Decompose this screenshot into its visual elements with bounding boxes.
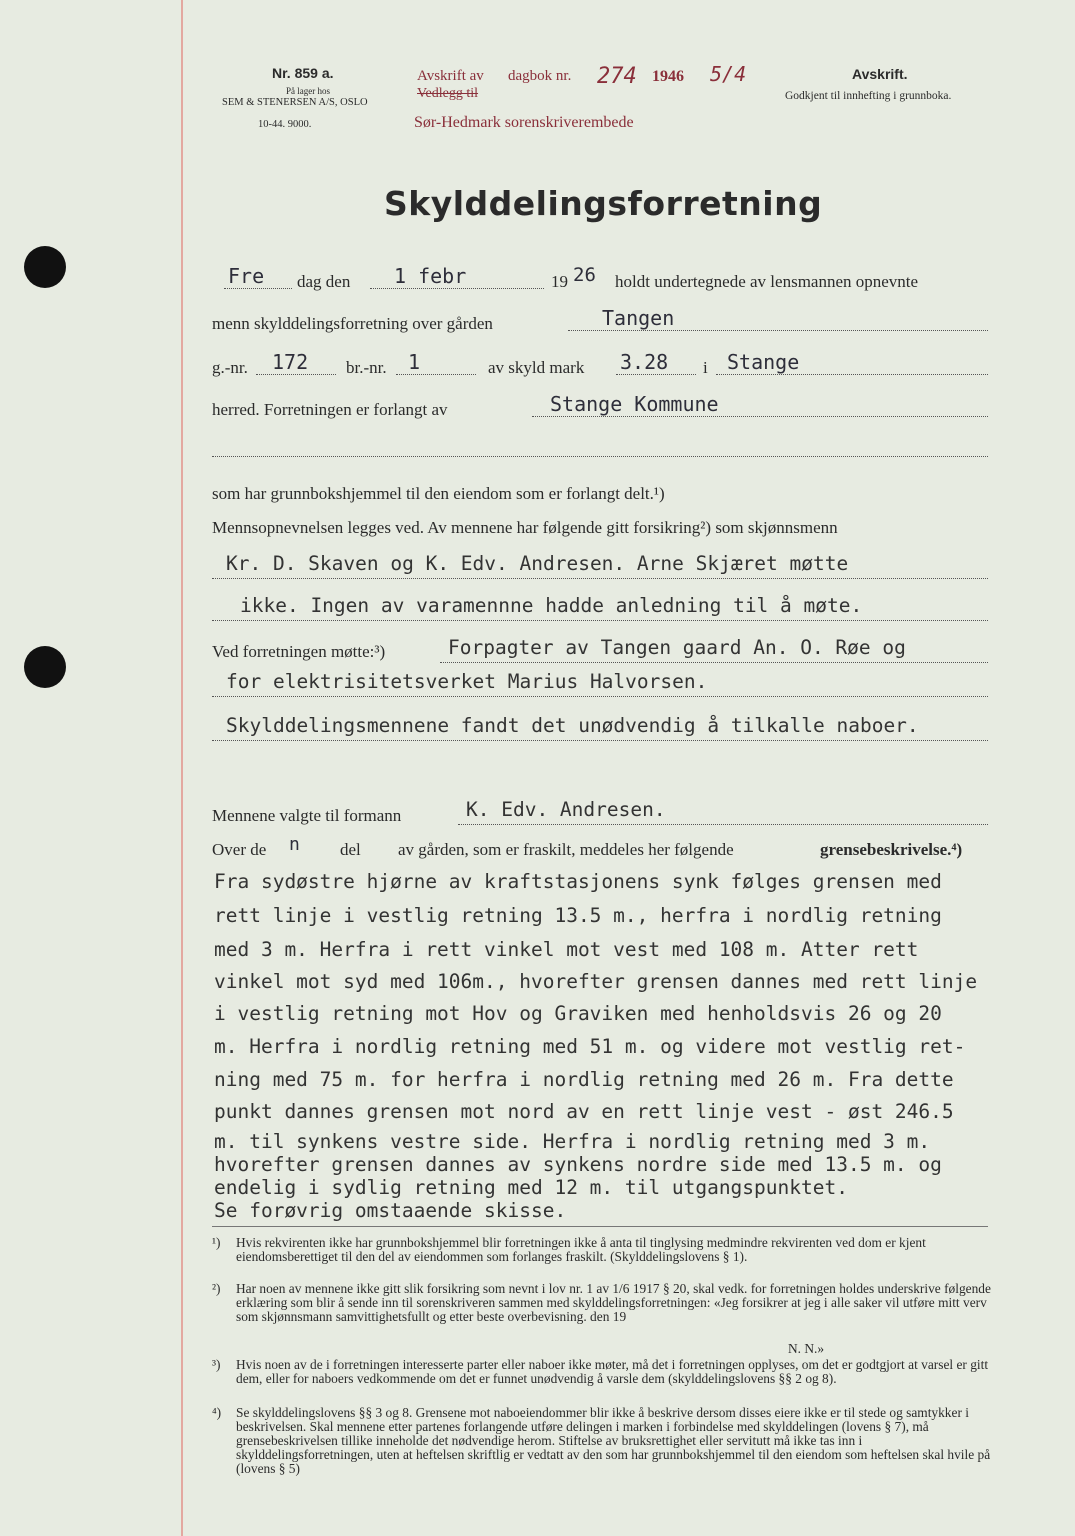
footnote-mark: ⁴)	[212, 1405, 222, 1420]
footnote-mark: ¹)	[212, 1235, 221, 1250]
footnote-text: Hvis noen av de i forretningen interesserte parter eller naboer ikke møter, må det i forretningen opplyses, om det er godtgjort at varsel er gitt dem, eller for naboers vedkommende om det er funnet unødvendig å varsle dem (skylddelingslovens §§ 2 og 8).	[236, 1357, 989, 1386]
boundary-line: Fra sydøstre hjørne av kraftstasjonens synk følges grensen med	[214, 870, 942, 893]
stamp-avskrift: Avskrift av	[417, 68, 484, 84]
punch-hole-top	[24, 246, 66, 288]
copy-label: Avskrift.	[852, 66, 908, 82]
footnote-text: Har noen av mennene ikke gitt slik forsikring som nevnt i lov nr. 1 av 1/6 1917 § 20, skal vedk. for forretningen holdes underskrive følgende erklæring som blir å sende inn til sorenskriveren sammen med skylddelingsforretningen: «Jeg forsikrer at jeg i alle saker vil utføre mitt verv som skjønnsmann samvittighetsfullt og etter beste overbevisning. den 19	[236, 1281, 991, 1324]
present-line-1: Forpagter av Tangen gaard An. O. Røe og	[448, 636, 906, 659]
document-title: Skylddelingsforretning	[384, 184, 823, 223]
i-label: i	[703, 358, 708, 377]
date-value: 1 febr	[394, 264, 467, 288]
boundary-line: ning med 75 m. for herfra i nordlig retning med 26 m. Fra dette	[214, 1068, 954, 1091]
journal-date: 5/4	[710, 62, 747, 86]
chair-value: K. Edv. Andresen.	[466, 798, 666, 821]
footnote-3	[212, 1358, 992, 1386]
footnote-text: Hvis rekvirenten ikke har grunnbokshjemmel blir forretningen ikke å anta til tinglysing medmindre rekvirenten ved dom er kjent eiendomsberettiget til den del av eiendommen som forlanges fraskilt. (Skylddelingslovens § 1).	[236, 1235, 926, 1264]
boundary-label: grensebeskrivelse.⁴)	[820, 840, 963, 859]
requester: Stange Kommune	[550, 392, 719, 416]
present-line-3: Skylddelingsmennene fandt det unødvendig å tilkalle naboer.	[226, 714, 919, 737]
publisher-line1: På lager hos	[286, 86, 330, 96]
footnote-mark: ²)	[212, 1281, 221, 1296]
boundary-line: vinkel mot syd med 106m., hvorefter grensen dannes med rett linje	[214, 970, 978, 993]
gnr-label: g.-nr.	[212, 358, 248, 377]
print-run: 10-44. 9000.	[258, 119, 312, 130]
over-de-label: Over de	[212, 840, 267, 859]
held-text: holdt undertegnede av lensmannen opnevnte	[615, 272, 919, 291]
footnote-1	[212, 1236, 992, 1264]
footnote-signature: N. N.»	[788, 1341, 825, 1356]
publisher-line2: SEM & STENERSEN A/S, OSLO	[222, 97, 368, 108]
stamp-office: Sør-Hedmark sorenskriverembede	[414, 114, 634, 131]
footnote-text: Se skylddelingslovens §§ 3 og 8. Grensene mot naboeiendommer blir ikke å beskrive dersom disses eiere ikke er til stede og samtykker i beskrivelsen. Skal mennene etter partenes forlangende utføre delingen i marken i forbindelse med skylddelingen (lovens § 7), må grensebeskrivelsen tillike inneholde det nødvendige herom. Stiftelse av bruksrettighet eller servitutt må ikke tas inn i skylddelingsforretningen, uten at heftelsen skriftlig er vedtatt av den som har grunnbokshjemmel til den eiendom som heftelsen skal hvile på (lovens § 5)	[236, 1405, 991, 1476]
boundary-line: Se forøvrig omstaaende skisse.	[214, 1199, 567, 1222]
part-value: n	[289, 834, 300, 855]
stamp-journal-label: dagbok nr.	[508, 68, 572, 84]
bnr-value: 1	[408, 350, 421, 374]
chair-label: Mennene valgte til formann	[212, 806, 402, 825]
skyld-value: 3.28	[620, 350, 669, 374]
bnr-label: br.-nr.	[346, 358, 387, 377]
present-line-2: for elektrisitetsverket Marius Halvorsen.	[226, 670, 708, 693]
year-value: 26	[573, 264, 596, 286]
boundary-line: punkt dannes grensen mot nord av en rett linje vest - øst 246.5	[214, 1100, 954, 1123]
boundary-line: med 3 m. Herfra i rett vinkel mot vest med 108 m. Atter rett	[214, 938, 919, 961]
herred-text: herred. Forretningen er forlangt av	[212, 400, 448, 419]
journal-number: 274	[597, 64, 637, 89]
footnote-2	[212, 1282, 992, 1324]
year-prefix: 19	[551, 272, 568, 291]
skyld-label: av skyld mark	[488, 358, 585, 377]
form-number: Nr. 859 a.	[272, 65, 334, 81]
stamp-vedlegg: Vedlegg til	[417, 86, 479, 101]
opnevnelse-text: Mennsopnevnelsen legges ved. Av mennene har følgende gitt forsikring²) som skjønnsmenn	[212, 518, 838, 537]
hjemmel-text: som har grunnbokshjemmel til den eiendom som er forlangt delt.¹)	[212, 484, 665, 503]
dag-den-label: dag den	[297, 272, 351, 291]
weekday: Fre	[228, 264, 265, 288]
boundary-line: i vestlig retning mot Hov og Graviken med henholdsvis 26 og 20	[214, 1002, 942, 1025]
men-line-1: Kr. D. Skaven og K. Edv. Andresen. Arne Skjæret møtte	[226, 552, 849, 575]
men-line-2: ikke. Ingen av varamennne hadde anledning til å møte.	[240, 594, 863, 617]
over-text: menn skylddelingsforretning over gården	[212, 314, 493, 333]
del-label: del	[340, 840, 361, 859]
gnr-value: 172	[272, 350, 309, 374]
present-label: Ved forretningen møtte:³)	[212, 642, 386, 661]
boundary-line: m. til synkens vestre side. Herfra i nordlig retning med 3 m.	[214, 1130, 931, 1153]
footnote-4	[212, 1406, 992, 1476]
municipality: Stange	[727, 350, 800, 374]
journal-year: 1946	[652, 68, 684, 85]
boundary-line: rett linje i vestlig retning 13.5 m., herfra i nordlig retning	[214, 904, 942, 927]
boundary-line: endelig i sydlig retning med 12 m. til utgangspunktet.	[214, 1176, 848, 1199]
approved-text: Godkjent til innhefting i grunnboka.	[785, 90, 952, 102]
punch-hole-middle	[24, 646, 66, 688]
margin-rule	[181, 0, 183, 1536]
boundary-line: m. Herfra i nordlig retning med 51 m. og videre mot vestlig ret-	[214, 1035, 966, 1058]
boundary-line: hvorefter grensen dannes av synkens nordre side med 13.5 m. og	[214, 1153, 942, 1176]
footnote-mark: ³)	[212, 1357, 221, 1372]
farm-name: Tangen	[602, 306, 675, 330]
boundary-intro: av gården, som er fraskilt, meddeles her følgende	[398, 840, 734, 859]
